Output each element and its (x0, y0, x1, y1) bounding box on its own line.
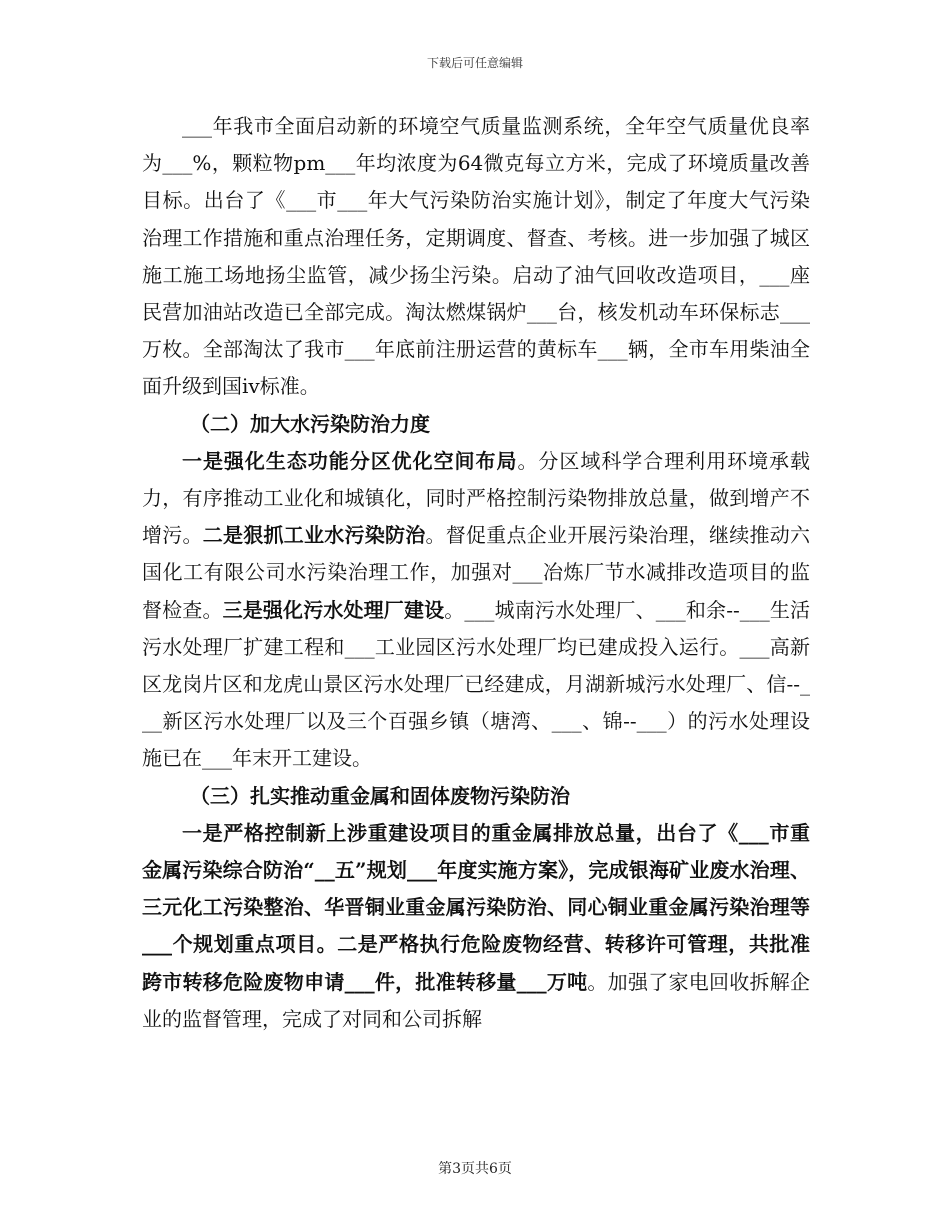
body-text: 。督促重点企业开展污染治理，继续推动六国化工有限公司水污染治理工作，加强对___冶炼厂节水减排改造项目的监督检查。 (142, 523, 810, 622)
body-text: 。分区域科学合理利用环境承载力，有序推动工业化和城镇化，同时严格控制污染物排放总量，做到增产不增污。 (142, 448, 811, 548)
bold-phrase: 一是强化生态功能分区优化空间布局 (182, 448, 518, 473)
page-header: 下载后可任意编辑 (426, 56, 523, 70)
section-heading-water: （二）加大水污染防治力度 (190, 411, 430, 436)
body-text: 。加强了家电回收拆解企业的监督管理，完成了对同和公司拆解 (142, 969, 811, 1031)
document-body (142, 108, 810, 1038)
bold-phrase: 一是严格控制新上涉重建设项目的重金属排放总量，出台了《___市重金属污染综合防治“__五”规划___年度实施方案》，完成银海矿业废水治理、三元化工污染整治、华晋铜业重金属污染防治、同心铜业重金属污染治理等___个规划重点项目。二是严格执行危险废物经营、转移许可管理，共批准跨市转移危险废物申请___件，批准转移量___万吨 (142, 820, 810, 994)
paragraph-water-pollution (142, 443, 810, 778)
page-footer: 第3页共6页 (438, 1161, 512, 1177)
bold-phrase: 二是狠抓工业水污染防治 (202, 523, 426, 548)
body-text: 。___城南污水处理厂、___和余--___生活污水处理厂扩建工程和___工业园区污水处理厂均已建成投入运行。___高新区龙岗片区和龙虎山景区污水处理厂已经建成，月湖新城污水处理厂、信--___新区污水处理厂以及三个百强乡镇（塘湾、___、锦--___）的污水处理设施已在___年末开工建设。 (142, 597, 811, 771)
section-heading-heavy-metal: （三）扎实推动重金属和固体废物污染防治 (190, 783, 570, 808)
paragraph-heavy-metal (142, 815, 810, 1038)
paragraph-air-quality: ___年我市全面启动新的环境空气质量监测系统，全年空气质量优良率为___%，颗粒物pm___年均浓度为64微克每立方米，完成了环境质量改善目标。出台了《___市___年大气污染防治实施计划》，制定了年度大气污染治理工作措施和重点治理任务，定期调度、督查、考核。进一步加强了城区施工施工场地扬尘监管，减少扬尘污染。启动了油气回收改造项目，___座民营加油站改造已全部完成。淘汰燃煤锅炉___台，核发机动车环保标志___万枚。全部淘汰了我市___年底前注册运营的黄标车___辆，全市车用柴油全面升级到国iv标准。 (142, 114, 810, 399)
bold-phrase: 三是强化污水处理厂建设 (222, 597, 445, 622)
